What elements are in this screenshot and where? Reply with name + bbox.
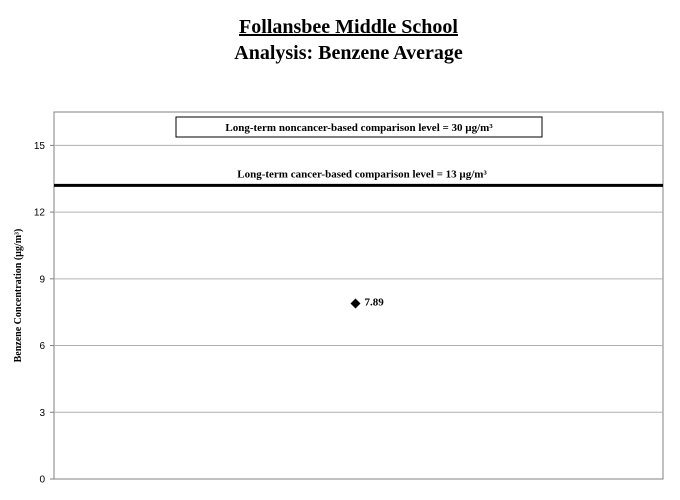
noncancer-comparison-label: Long-term noncancer-based comparison level = 30 µg/m³ [225, 122, 493, 134]
y-axis-label: Benzene Concentration (µg/m³) [13, 228, 24, 363]
y-tick-label: 3 [39, 407, 45, 419]
y-tick-label: 15 [33, 140, 45, 152]
y-tick-label: 6 [39, 341, 45, 353]
y-axis-ticks [34, 141, 54, 486]
y-tick-label: 9 [39, 274, 45, 286]
plot-area [54, 112, 663, 479]
cancer-comparison-label: Long-term cancer-based comparison level = 13 µg/m³ [237, 168, 487, 181]
chart-title: Follansbee Middle School [239, 16, 458, 38]
y-tick-label: 12 [33, 207, 45, 219]
data-point-label: 7.89 [364, 296, 384, 309]
chart-subtitle: Analysis: Benzene Average [234, 42, 463, 64]
y-tick-label: 0 [39, 474, 45, 486]
